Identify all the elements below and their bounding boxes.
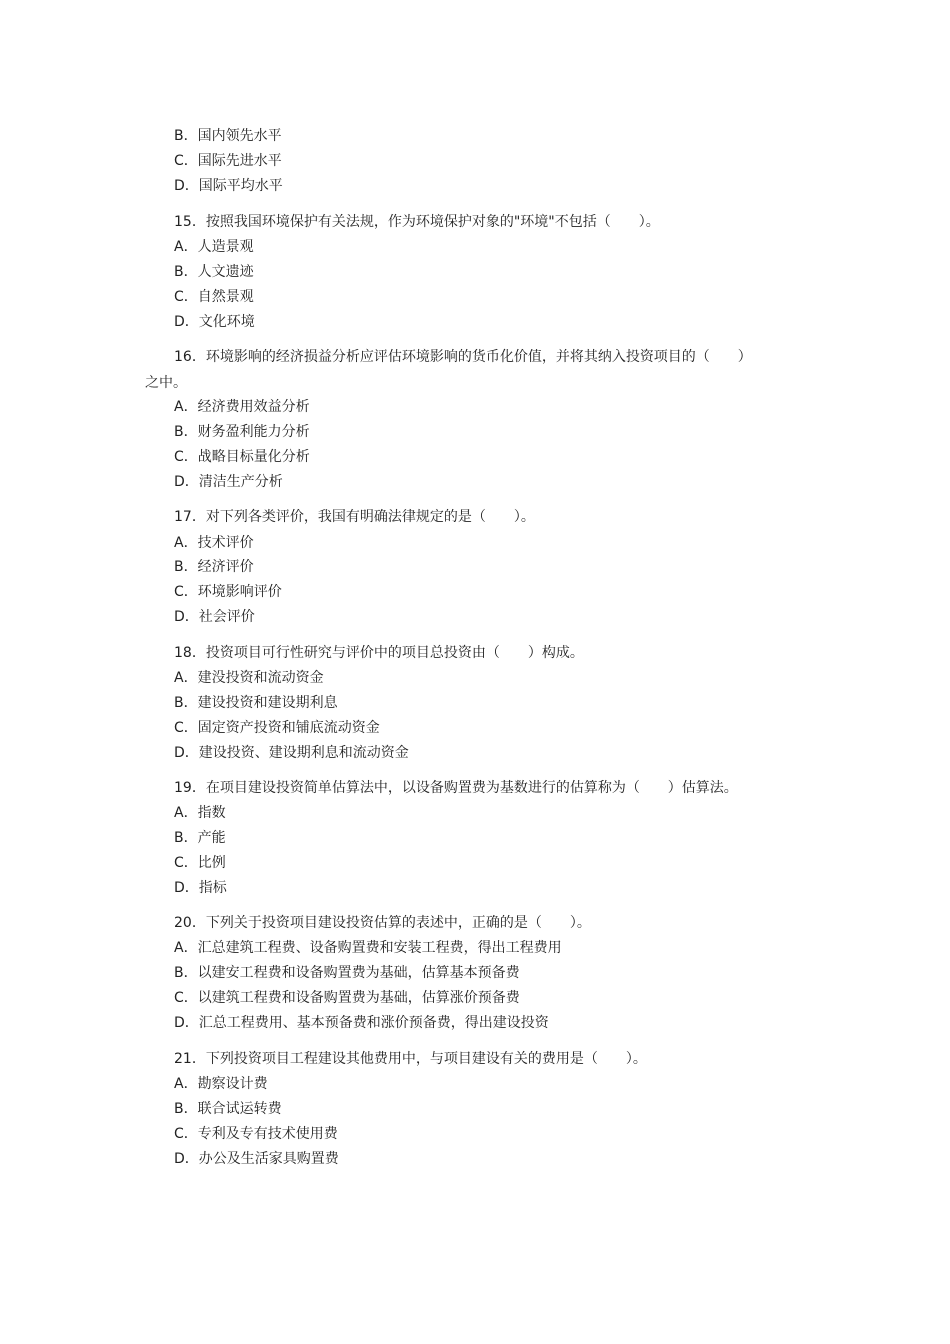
- question-17-option-c: C．环境影响评价: [174, 584, 282, 600]
- question-16-option-b: B．财务盈利能力分析: [174, 424, 310, 440]
- question-18-option-a: A．建没投资和流动资金: [174, 670, 324, 686]
- question-21-option-b: B．联合试运转费: [174, 1101, 282, 1117]
- question-16-stem: 16．环境影响的经济损益分析应评估环境影响的货币化价值，并将其纳入投资项目的（ ）: [174, 349, 752, 365]
- question-21-option-a: A．勘察设计费: [174, 1076, 268, 1092]
- question-18-option-c: C．固定资产投资和铺底流动资金: [174, 720, 380, 736]
- question-15-option-c: C．自然景观: [174, 289, 254, 305]
- question-19-option-a: A．指数: [174, 805, 226, 821]
- question-21-option-c: C．专利及专有技术使用费: [174, 1126, 338, 1142]
- question-16-stem-continuation: 之中。: [145, 375, 187, 391]
- option-b: B．国内领先水平: [174, 128, 282, 144]
- question-20-option-d: D．汇总工程费用、基本预备费和涨价预备费，得出建设投资: [174, 1015, 549, 1031]
- question-19-option-d: D．指标: [174, 880, 227, 896]
- question-20-option-b: B．以建安工程费和设备购置费为基础，估算基本预备费: [174, 965, 520, 981]
- question-17-option-a: A．技术评价: [174, 535, 254, 551]
- option-c: C．国际先进水平: [174, 153, 282, 169]
- question-21-option-d: D．办公及生活家具购置费: [174, 1151, 339, 1167]
- question-20-stem: 20．下列关于投资项目建设投资估算的表述中，正确的是（ ）。: [174, 915, 591, 931]
- question-17-stem: 17．对下列各类评价，我国有明确法律规定的是（ ）。: [174, 509, 535, 525]
- question-20-option-c: C．以建筑工程费和设备购置费为基础，估算涨价预备费: [174, 990, 520, 1006]
- question-17-option-d: D．社会评价: [174, 609, 255, 625]
- question-19-stem: 19．在项目建设投资简单估算法中，以设备购置费为基数进行的估算称为（ ）估算法。: [174, 780, 738, 796]
- question-20-option-a: A．汇总建筑工程费、设备购置费和安装工程费，得出工程费用: [174, 940, 562, 956]
- question-18-option-d: D．建设投资、建设期利息和流动资金: [174, 745, 409, 761]
- option-d: D．国际平均水平: [174, 178, 283, 194]
- question-15-stem: 15．按照我国环境保护有关法规，作为环境保护对象的"环境"不包括（ ）。: [174, 214, 660, 230]
- question-18-option-b: B．建设投资和建设期利息: [174, 695, 338, 711]
- question-15-option-a: A．人造景观: [174, 239, 254, 255]
- question-16-option-d: D．清洁生产分析: [174, 474, 283, 490]
- question-15-option-d: D．文化环境: [174, 314, 255, 330]
- question-17-option-b: B．经济评价: [174, 559, 254, 575]
- question-19-option-b: B．产能: [174, 830, 226, 846]
- question-16-option-c: C．战略目标量化分析: [174, 449, 310, 465]
- question-15-option-b: B．人文遗迹: [174, 264, 254, 280]
- question-19-option-c: C．比例: [174, 855, 226, 871]
- question-21-stem: 21．下列投资项目工程建设其他费用中，与项目建设有关的费用是（ ）。: [174, 1051, 647, 1067]
- question-18-stem: 18．投资项目可行性研究与评价中的项目总投资由（ ）构成。: [174, 645, 584, 661]
- question-16-option-a: A．经济费用效益分析: [174, 399, 310, 415]
